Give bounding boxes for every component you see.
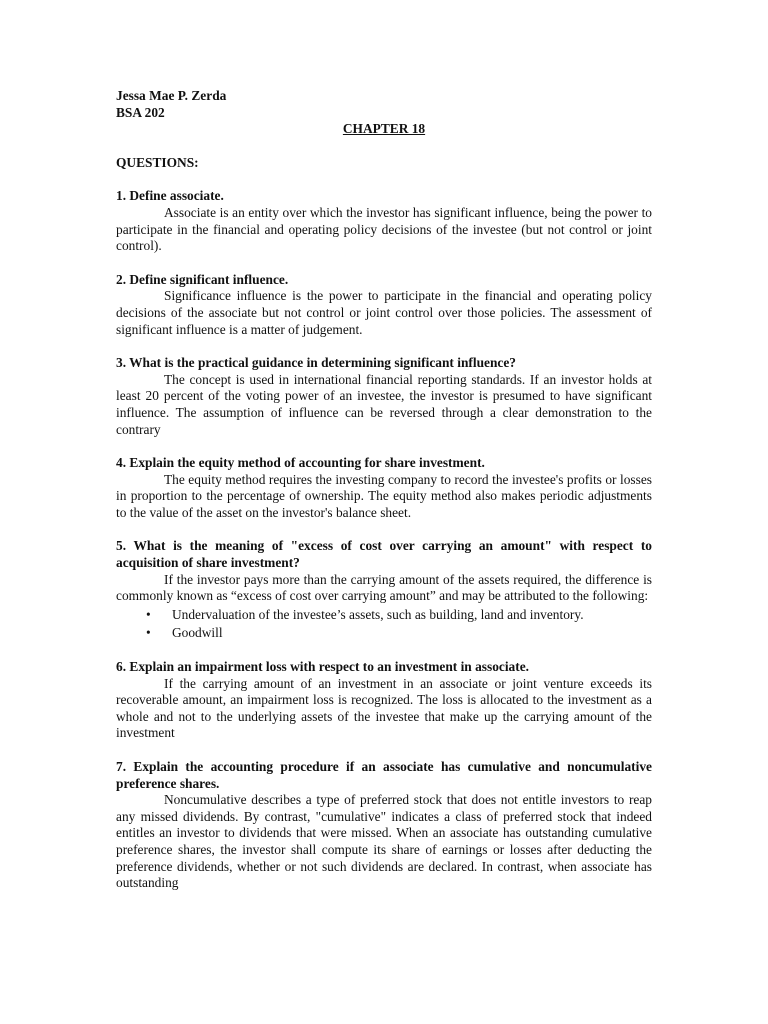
question-block bbox=[116, 759, 652, 892]
question-text: 4. Explain the equity method of accounting for share investment. bbox=[116, 455, 485, 471]
bullet-item bbox=[116, 625, 652, 642]
question-block bbox=[116, 272, 652, 338]
bullet-icon: • bbox=[146, 625, 151, 641]
question-list bbox=[116, 188, 652, 891]
answer-text: Noncumulative describes a type of preferred stock that does not entitle investors to reap any missed dividends. By contrast, "cumulative" indicates a class of preferred stock that indeed entitles an investor to dividends that were missed. When an associate has outstanding cumulative preference shares, the investor shall compute its share of earnings or losses after deducting the preference dividends, whether or not such dividends are declared. In contrast, when associate has outstanding bbox=[116, 792, 652, 891]
answer-text: Significance influence is the power to participate in the financial and operating policy decisions of the associate but not control or joint control over those policies. The assessment of significant influence is a matter of judgement. bbox=[116, 288, 652, 337]
answer-text: If the investor pays more than the carrying amount of the assets required, the difference is commonly known as “excess of cost over carrying amount” and may be attributed to the following: bbox=[116, 571, 652, 604]
answer-text: If the carrying amount of an investment in an associate or joint venture exceeds its recoverable amount, an impairment loss is recognized. The loss is allocated to the investment as a whole and not to the underlying assets of the investee that make up the carrying amount of the investment bbox=[116, 675, 652, 741]
question-block bbox=[116, 188, 652, 254]
question-text: 5. What is the meaning of "excess of cost over carrying an amount" with respect to acquisition of share investment? bbox=[116, 538, 652, 571]
bullet-text: Goodwill bbox=[172, 625, 223, 641]
answer-text: The concept is used in international financial reporting standards. If an investor holds at least 20 percent of the voting power of an investee, the investor is presumed to have significant influence. The assumption of influence can be reversed through a clear demonstration to the contrary bbox=[116, 371, 652, 437]
question-text: 2. Define significant influence. bbox=[116, 271, 289, 287]
bullet-item bbox=[116, 607, 652, 624]
question-text: 6. Explain an impairment loss with respect to an investment in associate. bbox=[116, 659, 530, 675]
bullet-icon: • bbox=[146, 606, 151, 622]
answer-text: Associate is an entity over which the investor has significant influence, being the power to participate in the financial and operating policy decisions of the investee (but not control or joint control). bbox=[116, 204, 652, 254]
questions-heading: QUESTIONS: bbox=[116, 154, 199, 170]
document-body bbox=[116, 88, 652, 909]
answer-text: The equity method requires the investing company to record the investee's profits or losses in proportion to the percentage of ownership. The equity method also makes periodic adjustments to the value of the asset on the investor's balance sheet. bbox=[116, 471, 652, 520]
chapter-title: CHAPTER 18 bbox=[342, 121, 426, 137]
question-text: 7. Explain the accounting procedure if an associate has cumulative and noncumulative preference shares. bbox=[116, 759, 652, 791]
question-block bbox=[116, 455, 652, 521]
author-name: Jessa Mae P. Zerda bbox=[116, 88, 227, 103]
author-course: BSA 202 bbox=[116, 104, 165, 120]
bullet-list bbox=[116, 607, 652, 642]
question-text: 1. Define associate. bbox=[116, 188, 224, 204]
question-text: 3. What is the practical guidance in determining significant influence? bbox=[116, 355, 516, 371]
question-block bbox=[116, 659, 652, 742]
question-block bbox=[116, 538, 652, 642]
bullet-text: Undervaluation of the investee’s assets, such as building, land and inventory. bbox=[172, 606, 584, 622]
question-block bbox=[116, 355, 652, 438]
